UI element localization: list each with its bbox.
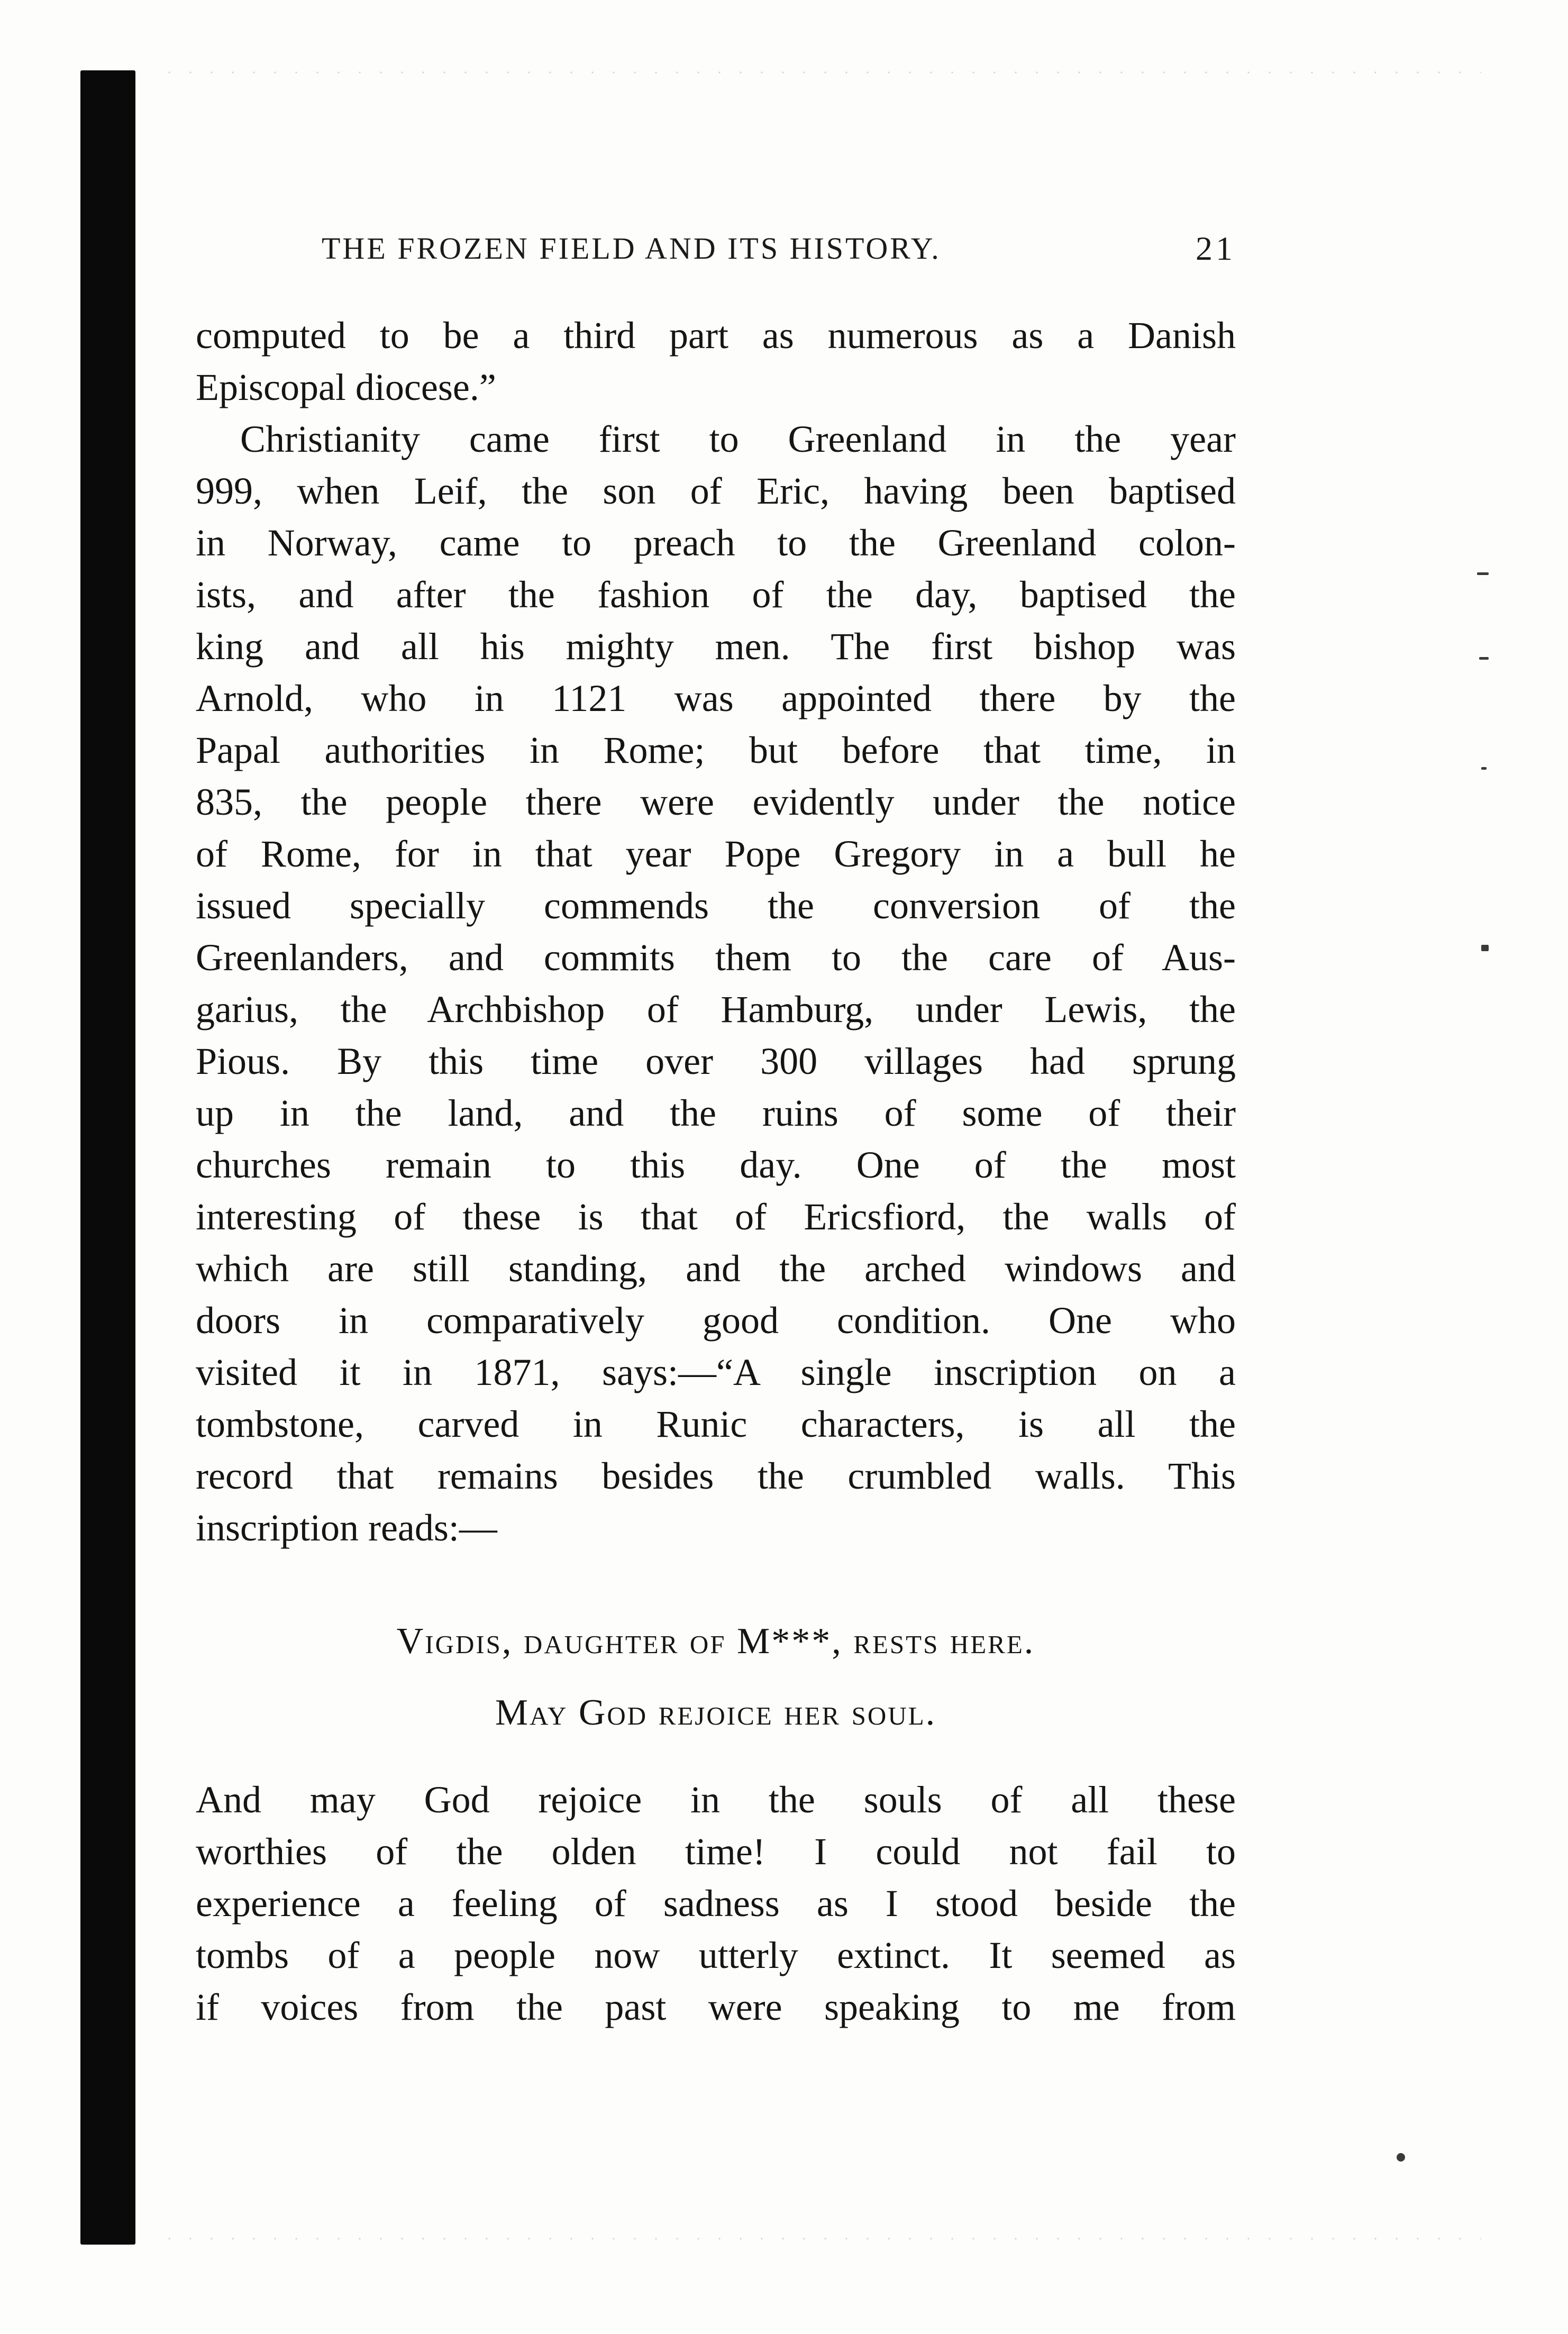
text-line: experience a feeling of sadness as I stood beside the <box>196 1882 1236 1925</box>
text-line: Greenlanders, and commits them to the care of Aus- <box>196 936 1236 979</box>
text-line: king and all his mighty men. The first bishop was <box>196 625 1236 668</box>
text-line: Pious. By this time over 300 villages had sprung <box>196 1040 1236 1082</box>
text-line: 835, the people there were evidently under the notice <box>196 781 1236 823</box>
text-line: of Rome, for in that year Pope Gregory in a bull he <box>196 833 1236 875</box>
paragraph-christianity <box>196 413 1236 1554</box>
inscription-line-2: May God rejoice her soul. <box>495 1692 937 1733</box>
text-line: And may God rejoice in the souls of all these <box>196 1779 1236 1821</box>
text-line: in Norway, came to preach to the Greenland colon- <box>196 522 1236 564</box>
text-line: which are still standing, and the arched windows and <box>196 1247 1236 1290</box>
text-line: doors in comparatively good condition. One who <box>196 1299 1236 1342</box>
paragraph-reflection <box>196 1774 1236 2033</box>
text-line: computed to be a third part as numerous as a Danish <box>196 314 1236 357</box>
text-line: Episcopal diocese.” <box>196 366 496 408</box>
text-line: inscription reads:— <box>196 1507 497 1549</box>
text-line: interesting of these is that of Ericsfiord, the walls of <box>196 1196 1236 1238</box>
text-line: record that remains besides the crumbled walls. This <box>196 1455 1236 1497</box>
text-line: Papal authorities in Rome; but before that time, in <box>196 729 1236 771</box>
scan-noise-top <box>159 71 1481 74</box>
text-line: tombs of a people now utterly extinct. It seemed as <box>196 1934 1236 1976</box>
text-line: if voices from the past were speaking to me from <box>196 1986 1236 2028</box>
text-line: churches remain to this day. One of the most <box>196 1144 1236 1186</box>
text-line: issued specially commends the conversion of the <box>196 885 1236 927</box>
text-line: Arnold, who in 1121 was appointed there by the <box>196 677 1236 719</box>
text-line: up in the land, and the ruins of some of their <box>196 1092 1236 1134</box>
scan-speck <box>1481 767 1487 770</box>
inscription-line-1: Vigdis, daughter of M***, rests here. <box>396 1621 1035 1662</box>
binding-shadow <box>80 70 135 2245</box>
text-line: worthies of the olden time! I could not fail to <box>196 1830 1236 1873</box>
scan-speck <box>1481 945 1489 951</box>
scan-speck <box>1479 657 1489 660</box>
running-head <box>196 225 1236 272</box>
page-number: 21 <box>1196 230 1236 267</box>
text-line: Christianity came first to Greenland in the year <box>240 418 1236 460</box>
text-line: 999, when Leif, the son of Eric, having been baptised <box>196 470 1236 512</box>
paragraph-continued <box>196 309 1236 413</box>
scan-speck <box>1477 572 1489 575</box>
scan-speck <box>1397 2153 1405 2162</box>
scan-noise-bottom <box>159 2238 1481 2240</box>
running-head-title: THE FROZEN FIELD AND ITS HISTORY. <box>322 231 941 266</box>
text-line: garius, the Archbishop of Hamburg, under Lewis, the <box>196 988 1236 1031</box>
text-line: ists, and after the fashion of the day, baptised the <box>196 573 1236 616</box>
text-line: tombstone, carved in Runic characters, is all the <box>196 1403 1236 1445</box>
text-line: visited it in 1871, says:—“A single inscription on a <box>196 1351 1236 1393</box>
